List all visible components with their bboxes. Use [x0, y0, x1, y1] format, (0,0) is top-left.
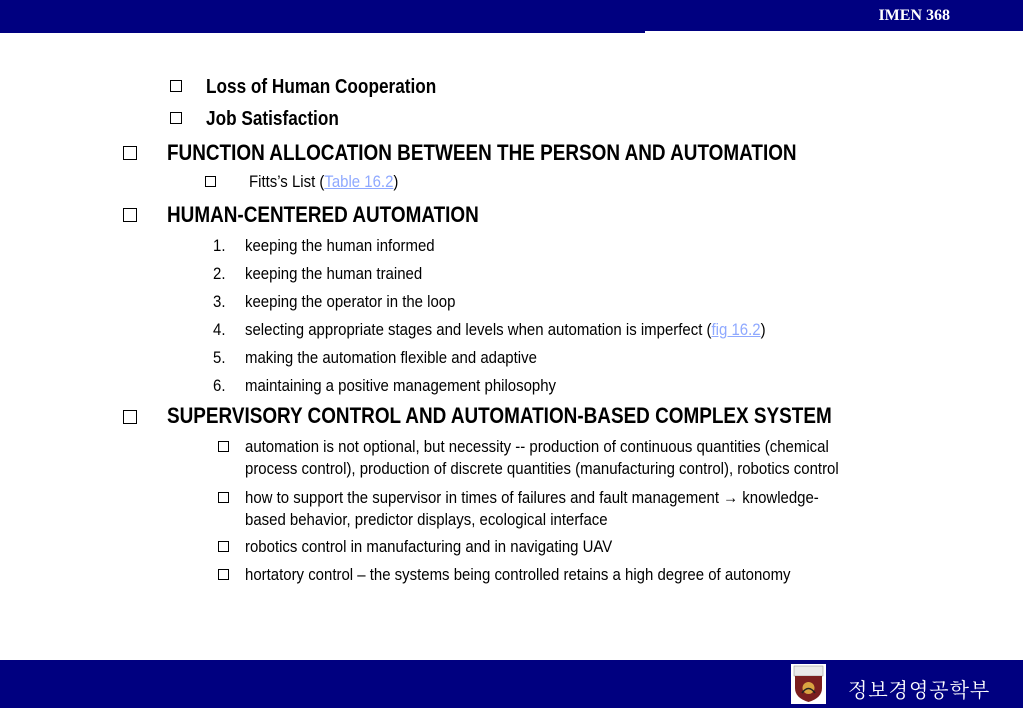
checkbox-bullet-icon	[218, 492, 229, 503]
section-title-human-centered: HUMAN-CENTERED AUTOMATION	[167, 202, 479, 227]
checkbox-bullet-icon	[123, 146, 137, 160]
list-item-text: selecting appropriate stages and levels when automation is imperfect (	[245, 320, 712, 339]
checkbox-bullet-icon	[170, 112, 182, 124]
list-number: 6.	[213, 376, 226, 395]
fitts-list-suffix: )	[393, 172, 399, 191]
list-number: 4.	[213, 320, 226, 339]
list-item: keeping the human trained	[245, 264, 423, 283]
table-16-2-link[interactable]: Table 16.2	[324, 172, 394, 191]
sub-item-human-cooperation: Loss of Human Cooperation	[206, 76, 437, 98]
list-item: making the automation flexible and adaptive	[245, 348, 537, 367]
list-item	[245, 320, 766, 340]
section-title-supervisory-control: SUPERVISORY CONTROL AND AUTOMATION-BASED COMPLEX SYSTEM	[167, 403, 832, 428]
fitts-list-item	[249, 172, 398, 192]
checkbox-bullet-icon	[123, 208, 137, 222]
list-item-line: robotics control in manufacturing and in navigating UAV	[245, 537, 613, 556]
fitts-list-text: Fitts’s List (	[249, 172, 325, 191]
section-title-function-allocation: FUNCTION ALLOCATION BETWEEN THE PERSON AND AUTOMATION	[167, 140, 797, 165]
checkbox-bullet-icon	[218, 441, 229, 452]
list-item-text-cont: knowledge-	[738, 488, 819, 507]
department-name: 정보경영공학부	[848, 678, 991, 702]
arrow-right-icon: →	[723, 488, 739, 507]
fig-16-2-link[interactable]: fig 16.2	[711, 320, 761, 339]
course-code: IMEN 368	[878, 7, 950, 24]
list-item-line: process control), production of discrete quantities (manufacturing control), robotics control	[245, 459, 839, 478]
checkbox-bullet-icon	[170, 80, 182, 92]
university-emblem-icon	[791, 664, 826, 704]
list-item-line: automation is not optional, but necessity -- production of continuous quantities (chemical	[245, 437, 829, 456]
list-number: 5.	[213, 348, 226, 367]
list-number: 3.	[213, 292, 226, 311]
list-item-line: based behavior, predictor displays, ecological interface	[245, 510, 608, 529]
sub-item-job-satisfaction: Job Satisfaction	[206, 108, 339, 130]
list-item-line: hortatory control – the systems being controlled retains a high degree of autonomy	[245, 565, 791, 584]
list-item: keeping the human informed	[245, 236, 435, 255]
list-item: keeping the operator in the loop	[245, 292, 456, 311]
list-item-line	[245, 488, 819, 508]
list-number: 1.	[213, 236, 226, 255]
checkbox-bullet-icon	[205, 176, 216, 187]
list-item-suffix: )	[760, 320, 766, 339]
header-underline	[0, 31, 645, 33]
checkbox-bullet-icon	[218, 541, 229, 552]
checkbox-bullet-icon	[218, 569, 229, 580]
checkbox-bullet-icon	[123, 410, 137, 424]
header-bar	[0, 0, 1023, 31]
list-item: maintaining a positive management philosophy	[245, 376, 557, 395]
list-number: 2.	[213, 264, 226, 283]
list-item-text: how to support the supervisor in times of failures and fault management	[245, 488, 719, 507]
